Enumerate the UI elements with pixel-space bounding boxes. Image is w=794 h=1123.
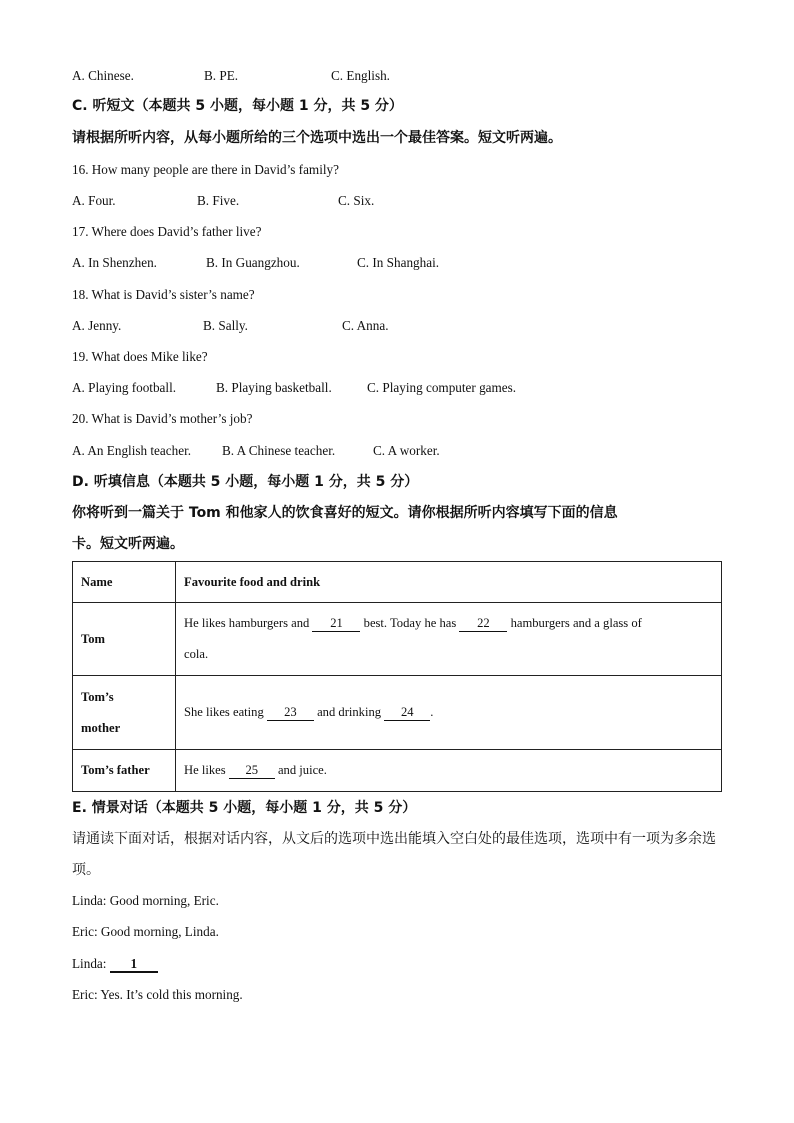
question-16: 16. How many people are there in David’s family?	[72, 162, 339, 177]
section-d-title: D. 听填信息（本题共 5 小题，每小题 1 分，共 5 分）	[72, 474, 419, 490]
row-content	[176, 676, 722, 750]
text: .	[430, 705, 434, 719]
blank-25[interactable]: 25	[229, 763, 275, 779]
row-name: Tom’s father	[73, 750, 176, 792]
text: and drinking	[317, 705, 382, 719]
dialogue-line-2: Eric: Good morning, Linda.	[72, 924, 219, 939]
table-header-row	[73, 562, 722, 603]
option-c: C. A worker.	[373, 443, 440, 458]
option-b: B. PE.	[204, 68, 239, 83]
option-c: C. Six.	[338, 193, 375, 208]
option-b: B. Sally.	[203, 318, 248, 333]
section-c-instruction: 请根据所听内容，从每小题所给的三个选项中选出一个最佳答案。短文听两遍。	[72, 130, 562, 146]
option-b: B. In Guangzhou.	[206, 255, 300, 270]
dialogue-line-3	[72, 955, 158, 973]
option-c: C. Anna.	[342, 318, 389, 333]
text: best. Today he has	[363, 616, 457, 630]
text: cola.	[184, 647, 209, 661]
blank-22[interactable]: 22	[459, 616, 507, 632]
q19-options	[72, 379, 516, 397]
header-name: Name	[73, 562, 176, 603]
q16-options	[72, 192, 374, 210]
option-a: A. Jenny.	[72, 318, 122, 333]
name-line: mother	[81, 720, 121, 735]
option-a: A. An English teacher.	[72, 443, 192, 458]
option-a: A. In Shenzhen.	[72, 255, 157, 270]
q15-options	[72, 67, 390, 85]
section-c-title: C. 听短文（本题共 5 小题，每小题 1 分，共 5 分）	[72, 98, 403, 114]
speaker: Linda:	[72, 956, 107, 971]
row-content	[176, 750, 722, 792]
q20-options	[72, 442, 440, 460]
question-20: 20. What is David’s mother’s job?	[72, 411, 253, 426]
blank-21[interactable]: 21	[312, 616, 360, 632]
section-e-instruction-1: 请通读下面对话，根据对话内容，从文后的选项中选出能填入空白处的最佳选项，选项中有一项为多余选	[72, 831, 716, 847]
option-b: B. Five.	[197, 193, 240, 208]
text: hamburgers and a glass of	[510, 616, 642, 630]
dialogue-line-1: Linda: Good morning, Eric.	[72, 893, 219, 908]
name-line: Tom’s	[81, 689, 114, 704]
row-name: Tom	[73, 603, 176, 676]
option-c: C. Playing computer games.	[367, 380, 517, 395]
option-c: C. In Shanghai.	[357, 255, 440, 270]
table-row-father	[73, 750, 722, 792]
option-a: A. Four.	[72, 193, 116, 208]
text: He likes hamburgers and	[184, 616, 310, 630]
dialogue-line-4: Eric: Yes. It’s cold this morning.	[72, 987, 243, 1002]
table-row-tom	[73, 603, 722, 676]
section-e-title: E. 情景对话（本题共 5 小题，每小题 1 分，共 5 分）	[72, 800, 417, 816]
option-a: A. Playing football.	[72, 380, 177, 395]
option-c: C. English.	[331, 68, 390, 83]
section-e-instruction-2: 项。	[72, 862, 100, 878]
row-name	[73, 676, 176, 750]
blank-1[interactable]: 1	[110, 956, 158, 973]
option-b: B. A Chinese teacher.	[222, 443, 336, 458]
question-19: 19. What does Mike like?	[72, 349, 208, 364]
q18-options	[72, 317, 389, 335]
blank-23[interactable]: 23	[267, 705, 314, 721]
header-food: Favourite food and drink	[176, 562, 722, 603]
q17-options	[72, 254, 439, 272]
question-17: 17. Where does David’s father live?	[72, 224, 262, 239]
text: and juice.	[277, 763, 327, 777]
section-d-instruction-1: 你将听到一篇关于 Tom 和他家人的饮食喜好的短文。请你根据所听内容填写下面的信息	[72, 505, 618, 521]
info-card-table	[72, 561, 722, 792]
section-d-instruction-2: 卡。短文听两遍。	[72, 536, 184, 552]
text: She likes eating	[184, 705, 264, 719]
blank-24[interactable]: 24	[384, 705, 430, 721]
text: He likes	[184, 763, 226, 777]
row-content	[176, 603, 722, 676]
table-row-mother	[73, 676, 722, 750]
question-18: 18. What is David’s sister’s name?	[72, 287, 255, 302]
option-b: B. Playing basketball.	[216, 380, 332, 395]
option-a: A. Chinese.	[72, 68, 134, 83]
